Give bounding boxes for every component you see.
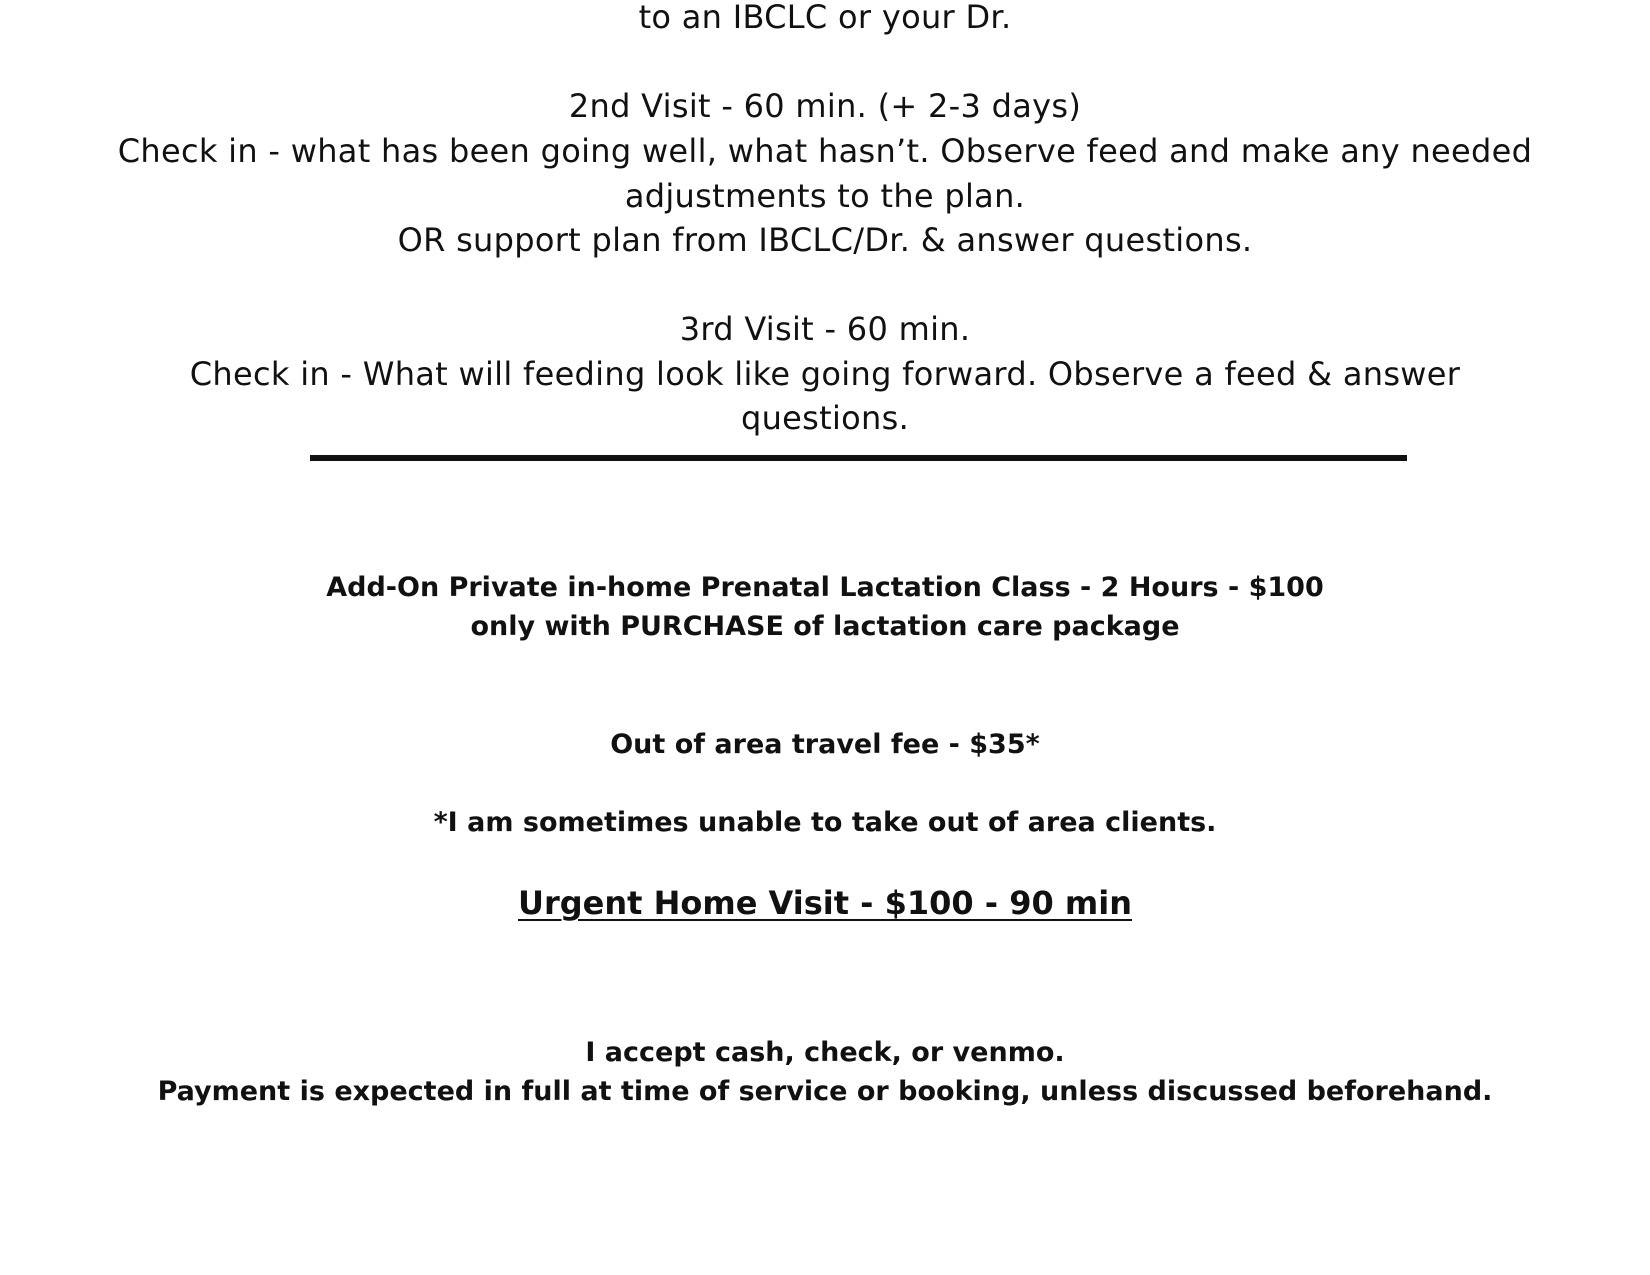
urgent-home-visit-label: Urgent Home Visit - $100 - 90 min <box>518 884 1132 922</box>
section-divider <box>310 455 1407 461</box>
add-on-class-condition: only with PURCHASE of lactation care package <box>470 611 1180 642</box>
visit-3-description-line-2: questions. <box>740 399 910 437</box>
urgent-home-visit <box>0 884 1650 922</box>
visit-2-title: 2nd Visit - 60 min. (+ 2-3 days) <box>568 87 1082 125</box>
add-on-class-title: Add-On Private in-home Prenatal Lactation Class - 2 Hours - $100 <box>326 572 1324 603</box>
travel-fee-note: *I am sometimes unable to take out of area clients. <box>433 807 1217 838</box>
payment-methods: I accept cash, check, or venmo. <box>585 1037 1065 1068</box>
visit-2-description-line-1: Check in - what has been going well, what hasn’t. Observe feed and make any needed <box>117 132 1533 170</box>
payment-terms: Payment is expected in full at time of service or booking, unless discussed beforehand. <box>157 1076 1493 1107</box>
visit-3-title: 3rd Visit - 60 min. <box>679 310 971 348</box>
visit-1-description-end: to an IBCLC or your Dr. <box>638 0 1012 36</box>
visit-3-description-line-1: Check in - What will feeding look like going forward. Observe a feed & answer <box>189 355 1461 393</box>
visit-2-description-line-2: adjustments to the plan. <box>624 177 1026 215</box>
visit-2-description-line-3: OR support plan from IBCLC/Dr. & answer questions. <box>397 221 1253 259</box>
travel-fee: Out of area travel fee - $35* <box>610 729 1040 760</box>
